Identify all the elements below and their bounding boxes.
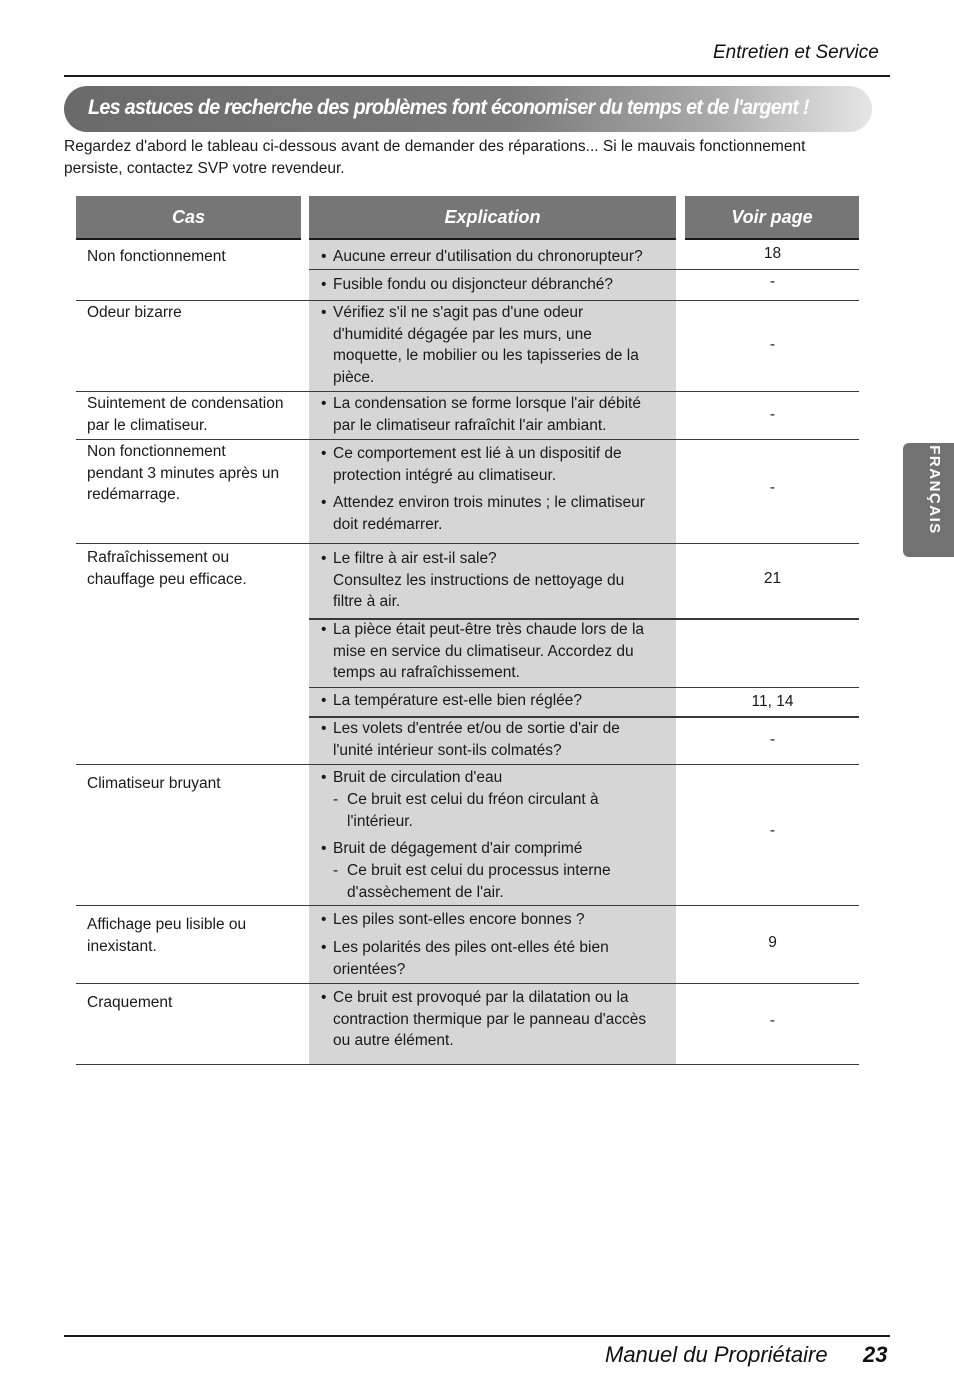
page-value: - (769, 479, 776, 496)
sub-row-divider (309, 687, 859, 688)
explanation-item: • Ce comportement est lié à un dispositif de protection intégré au climatiseur. (321, 445, 622, 484)
explanation-item: • Ce bruit est provoqué par la dilatation ou la contraction thermique par le panneau d'accès ou autre élément. (321, 989, 647, 1049)
page-value: - (769, 406, 776, 423)
explanation-item: • Les piles sont-elles encore bonnes ? (321, 911, 585, 928)
row-divider (76, 983, 859, 984)
header-page: Voir page (685, 196, 859, 238)
explanation-item: • Les polarités des piles ont-elles été bien orientées? (321, 939, 609, 978)
explanation-item: • Les volets d'entrée et/ou de sortie d'air de l'unité intérieur sont-ils colmatés? (321, 720, 620, 759)
page-value: - (769, 273, 776, 290)
sub-row-divider (309, 269, 859, 270)
header-explanation: Explication (309, 196, 676, 238)
explanation-item: • Attendez environ trois minutes ; le climatiseur doit redémarrer. (321, 494, 645, 533)
bottom-rule (64, 1335, 890, 1337)
page-value: - (769, 336, 776, 353)
header-case: Cas (76, 196, 301, 238)
explanation-item: • Aucune erreur d'utilisation du chronorupteur? (321, 248, 643, 265)
row-divider (76, 391, 859, 392)
case-cell: Odeur bizarre (87, 304, 182, 321)
case-cell: Non fonctionnement (87, 248, 226, 265)
explanation-item: • Fusible fondu ou disjoncteur débranché? (321, 276, 614, 293)
case-cell: Rafraîchissement ou chauffage peu efficace. (87, 549, 247, 588)
page-value: 9 (768, 934, 777, 951)
header-rule (76, 238, 301, 240)
page-value: - (769, 822, 776, 839)
case-cell: Non fonctionnement pendant 3 minutes après un redémarrage. (87, 443, 280, 503)
top-rule (64, 75, 890, 77)
intro-line-1: Regardez d'abord le tableau ci-dessous avant de demander des réparations... Si le mauvais fonctionnement (64, 138, 806, 155)
page-value: 18 (763, 245, 782, 262)
intro-paragraph (64, 136, 854, 179)
explanation-item: • La condensation se forme lorsque l'air débité par le climatiseur rafraîchit l'air ambiant. (321, 395, 641, 434)
case-cell: Craquement (87, 994, 173, 1011)
footer-title: Manuel du Propriétaire (605, 1342, 828, 1367)
case-cell: Suintement de condensation par le climatiseur. (87, 395, 284, 434)
section-header: Entretien et Service (713, 42, 879, 63)
explanation-subitem: - Ce bruit est celui du fréon circulant à l'intérieur. (333, 791, 599, 830)
row-divider (76, 439, 859, 440)
row-divider (76, 764, 859, 765)
case-cell: Climatiseur bruyant (87, 775, 221, 792)
row-divider (76, 905, 859, 906)
explanation-item: • La pièce était peut-être très chaude lors de la mise en service du climatiseur. Accordez du temps au rafraîchissement. (321, 621, 645, 681)
page-value: - (769, 731, 776, 748)
header-rule (685, 238, 859, 240)
explanation-subitem: - Ce bruit est celui du processus interne d'assèchement de l'air. (333, 862, 611, 901)
explanation-item: • Bruit de dégagement d'air comprimé (321, 840, 583, 857)
row-divider (76, 300, 859, 301)
page-number: 23 (863, 1342, 888, 1367)
page-value: 11, 14 (751, 693, 794, 710)
table-bottom-rule (76, 1064, 859, 1065)
page-value: - (769, 1012, 776, 1029)
page-value: 21 (763, 570, 782, 587)
explanation-item: • Vérifiez s'il ne s'agit pas d'une odeur d'humidité dégagée par les murs, une moquette, le mobilier ou les tapisseries de la pièce. (321, 304, 639, 386)
banner-title: Les astuces de recherche des problèmes font économiser du temps et de l'argent ! (88, 95, 809, 119)
case-cell: Affichage peu lisible ou inexistant. (87, 916, 247, 955)
intro-line-2: persiste, contactez SVP votre revendeur. (64, 159, 345, 177)
explanation-item: • Bruit de circulation d'eau (321, 769, 503, 786)
language-tab-label: FRANÇAIS (926, 445, 943, 535)
explanation-item: • Le filtre à air est-il sale? Consultez les instructions de nettoyage du filtre à air. (321, 550, 625, 610)
explanation-item: • La température est-elle bien réglée? (321, 692, 583, 709)
row-divider (76, 543, 859, 544)
